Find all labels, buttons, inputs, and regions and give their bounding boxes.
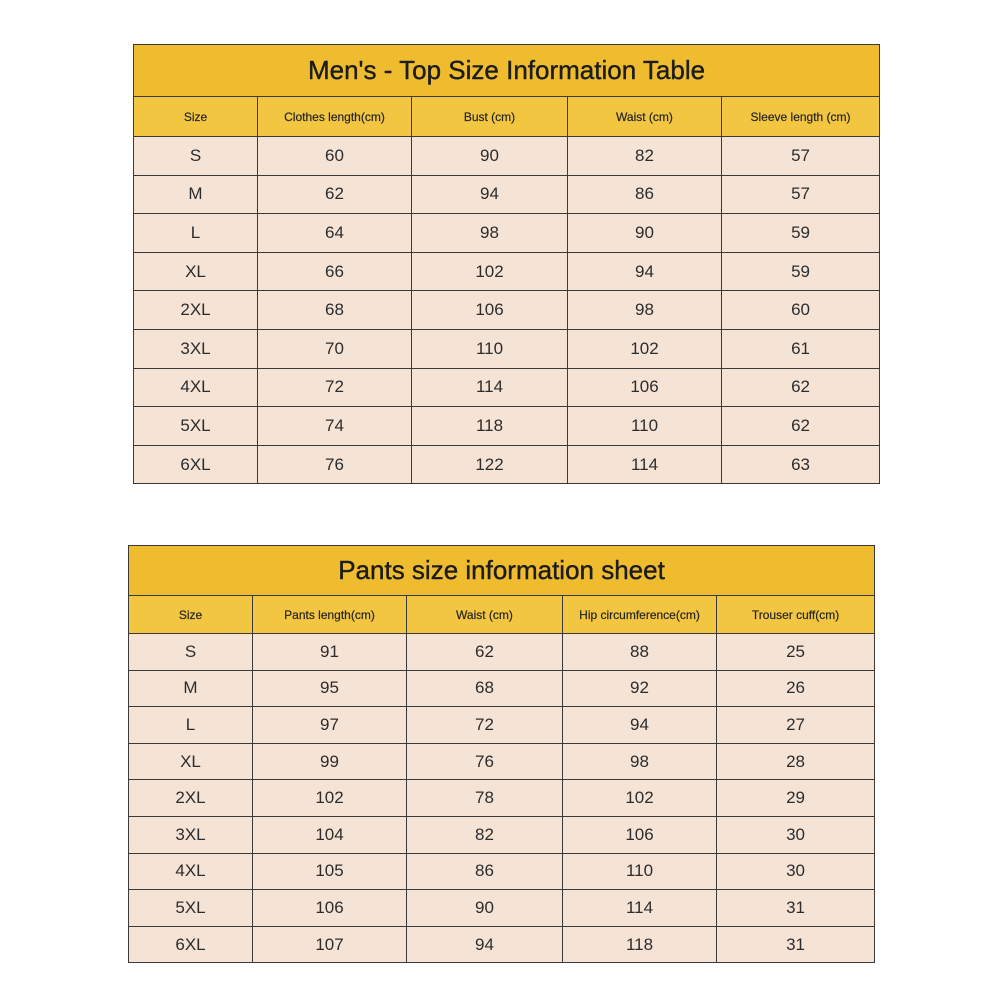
waist-cell: 72: [407, 707, 563, 744]
waist-cell: 82: [407, 816, 563, 853]
size-cell: 2XL: [129, 780, 253, 817]
waist-cell: 76: [407, 743, 563, 780]
size-cell: 4XL: [134, 368, 258, 407]
sleeve-length-cell: 61: [722, 329, 880, 368]
waist-cell: 110: [568, 407, 722, 446]
bust-cell: 106: [412, 291, 568, 330]
size-cell: M: [129, 670, 253, 707]
bust-cell: 110: [412, 329, 568, 368]
waist-cell: 90: [407, 890, 563, 927]
top-table-body: [134, 137, 880, 484]
table-row: [134, 368, 880, 407]
waist-cell: 90: [568, 214, 722, 253]
pants-header-hip-circumference: Hip circumference(cm): [563, 596, 717, 634]
hip-circumference-cell: 88: [563, 634, 717, 671]
size-cell: 5XL: [129, 890, 253, 927]
hip-circumference-cell: 98: [563, 743, 717, 780]
sleeve-length-cell: 62: [722, 368, 880, 407]
clothes-length-cell: 74: [258, 407, 412, 446]
clothes-length-cell: 68: [258, 291, 412, 330]
waist-cell: 102: [568, 329, 722, 368]
top-header-clothes-length: Clothes length(cm): [258, 97, 412, 137]
trouser-cuff-cell: 26: [717, 670, 875, 707]
hip-circumference-cell: 118: [563, 926, 717, 963]
size-cell: L: [129, 707, 253, 744]
trouser-cuff-cell: 25: [717, 634, 875, 671]
waist-cell: 94: [568, 252, 722, 291]
size-cell: XL: [134, 252, 258, 291]
table-row: [134, 407, 880, 446]
sleeve-length-cell: 57: [722, 175, 880, 214]
clothes-length-cell: 66: [258, 252, 412, 291]
sleeve-length-cell: 62: [722, 407, 880, 446]
table-row: [129, 890, 875, 927]
pants-length-cell: 105: [253, 853, 407, 890]
size-cell: 6XL: [134, 445, 258, 484]
bust-cell: 118: [412, 407, 568, 446]
pants-length-cell: 97: [253, 707, 407, 744]
top-size-table: [133, 44, 880, 484]
size-cell: 5XL: [134, 407, 258, 446]
pants-length-cell: 102: [253, 780, 407, 817]
table-row: [134, 137, 880, 176]
size-cell: 6XL: [129, 926, 253, 963]
waist-cell: 62: [407, 634, 563, 671]
waist-cell: 114: [568, 445, 722, 484]
pants-length-cell: 95: [253, 670, 407, 707]
pants-length-cell: 106: [253, 890, 407, 927]
size-cell: L: [134, 214, 258, 253]
waist-cell: 86: [568, 175, 722, 214]
pants-header-pants-length: Pants length(cm): [253, 596, 407, 634]
pants-header-trouser-cuff: Trouser cuff(cm): [717, 596, 875, 634]
waist-cell: 98: [568, 291, 722, 330]
pants-length-cell: 107: [253, 926, 407, 963]
waist-cell: 78: [407, 780, 563, 817]
pants-table-body: [129, 634, 875, 963]
top-header-size: Size: [134, 97, 258, 137]
trouser-cuff-cell: 29: [717, 780, 875, 817]
bust-cell: 94: [412, 175, 568, 214]
hip-circumference-cell: 92: [563, 670, 717, 707]
hip-circumference-cell: 110: [563, 853, 717, 890]
table-row: [134, 175, 880, 214]
clothes-length-cell: 76: [258, 445, 412, 484]
size-cell: 3XL: [129, 816, 253, 853]
waist-cell: 82: [568, 137, 722, 176]
bust-cell: 98: [412, 214, 568, 253]
pants-header-waist: Waist (cm): [407, 596, 563, 634]
hip-circumference-cell: 106: [563, 816, 717, 853]
waist-cell: 106: [568, 368, 722, 407]
size-cell: S: [134, 137, 258, 176]
size-cell: 2XL: [134, 291, 258, 330]
trouser-cuff-cell: 30: [717, 853, 875, 890]
table-row: [129, 743, 875, 780]
bust-cell: 102: [412, 252, 568, 291]
top-table-title: Men's - Top Size Information Table: [134, 45, 880, 97]
pants-length-cell: 104: [253, 816, 407, 853]
waist-cell: 94: [407, 926, 563, 963]
top-header-waist: Waist (cm): [568, 97, 722, 137]
pants-size-table: [128, 545, 875, 963]
pants-length-cell: 91: [253, 634, 407, 671]
top-header-bust: Bust (cm): [412, 97, 568, 137]
size-cell: S: [129, 634, 253, 671]
table-row: [129, 634, 875, 671]
bust-cell: 122: [412, 445, 568, 484]
bust-cell: 90: [412, 137, 568, 176]
table-row: [129, 926, 875, 963]
table-row: [129, 816, 875, 853]
waist-cell: 86: [407, 853, 563, 890]
table-row: [134, 445, 880, 484]
pants-table-title: Pants size information sheet: [129, 546, 875, 596]
sleeve-length-cell: 63: [722, 445, 880, 484]
pants-length-cell: 99: [253, 743, 407, 780]
trouser-cuff-cell: 31: [717, 926, 875, 963]
clothes-length-cell: 60: [258, 137, 412, 176]
size-cell: 3XL: [134, 329, 258, 368]
waist-cell: 68: [407, 670, 563, 707]
trouser-cuff-cell: 30: [717, 816, 875, 853]
clothes-length-cell: 72: [258, 368, 412, 407]
clothes-length-cell: 62: [258, 175, 412, 214]
trouser-cuff-cell: 28: [717, 743, 875, 780]
sleeve-length-cell: 57: [722, 137, 880, 176]
top-header-sleeve-length: Sleeve length (cm): [722, 97, 880, 137]
table-row: [129, 707, 875, 744]
hip-circumference-cell: 102: [563, 780, 717, 817]
table-row: [129, 853, 875, 890]
sleeve-length-cell: 59: [722, 252, 880, 291]
sleeve-length-cell: 59: [722, 214, 880, 253]
table-row: [129, 670, 875, 707]
bust-cell: 114: [412, 368, 568, 407]
size-cell: 4XL: [129, 853, 253, 890]
table-row: [134, 252, 880, 291]
hip-circumference-cell: 94: [563, 707, 717, 744]
clothes-length-cell: 70: [258, 329, 412, 368]
table-row: [129, 780, 875, 817]
size-cell: XL: [129, 743, 253, 780]
pants-header-size: Size: [129, 596, 253, 634]
hip-circumference-cell: 114: [563, 890, 717, 927]
trouser-cuff-cell: 31: [717, 890, 875, 927]
table-row: [134, 329, 880, 368]
sleeve-length-cell: 60: [722, 291, 880, 330]
table-row: [134, 214, 880, 253]
clothes-length-cell: 64: [258, 214, 412, 253]
size-cell: M: [134, 175, 258, 214]
table-row: [134, 291, 880, 330]
trouser-cuff-cell: 27: [717, 707, 875, 744]
